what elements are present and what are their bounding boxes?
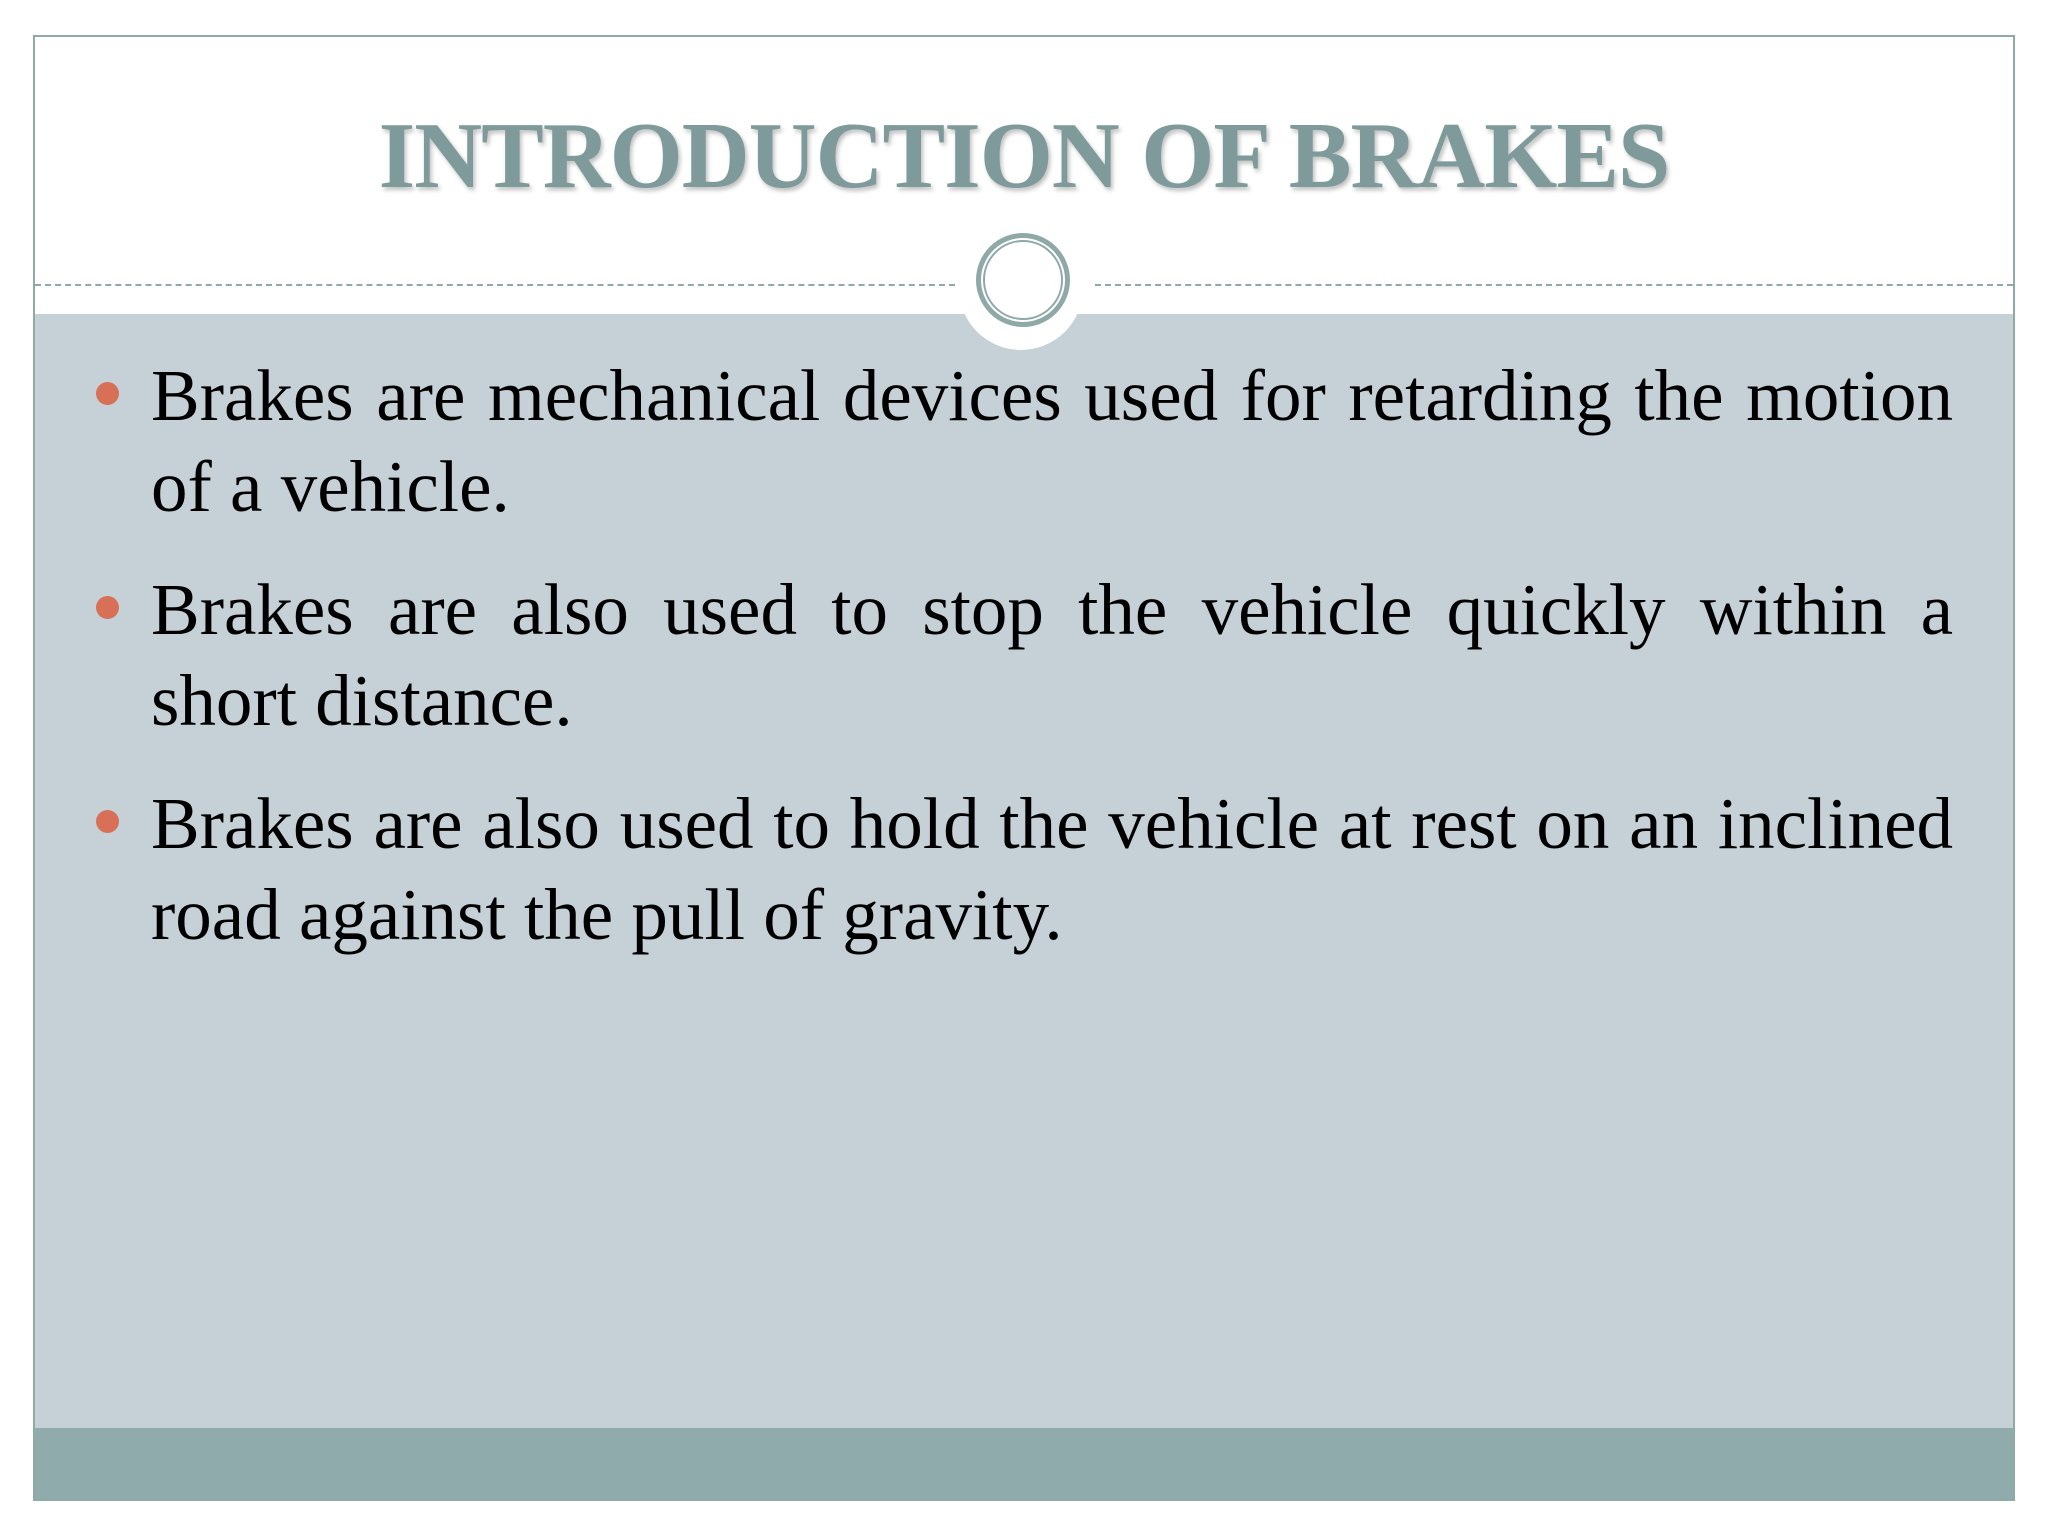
list-item <box>35 778 2013 960</box>
slide <box>33 35 2015 1501</box>
bullet-text: Brakes are also used to stop the vehicle quickly within a short distance. <box>151 569 1953 741</box>
bullet-list <box>35 350 2013 992</box>
inner-ring-icon <box>983 240 1063 320</box>
footer-band <box>35 1428 2013 1499</box>
bullet-dot-icon <box>96 382 119 405</box>
bullet-text: Brakes are also used to hold the vehicle at rest on an inclined road against the pull of gravity. <box>151 783 1953 955</box>
header-divider-left <box>35 284 955 286</box>
bullet-dot-icon <box>96 596 119 619</box>
list-item <box>35 350 2013 532</box>
list-item <box>35 564 2013 746</box>
bullet-text: Brakes are mechanical devices used for retarding the motion of a vehicle. <box>151 355 1953 527</box>
header-divider-right <box>1095 284 2013 286</box>
bullet-dot-icon <box>96 810 119 833</box>
slide-title: INTRODUCTION OF BRAKES <box>378 104 1670 208</box>
